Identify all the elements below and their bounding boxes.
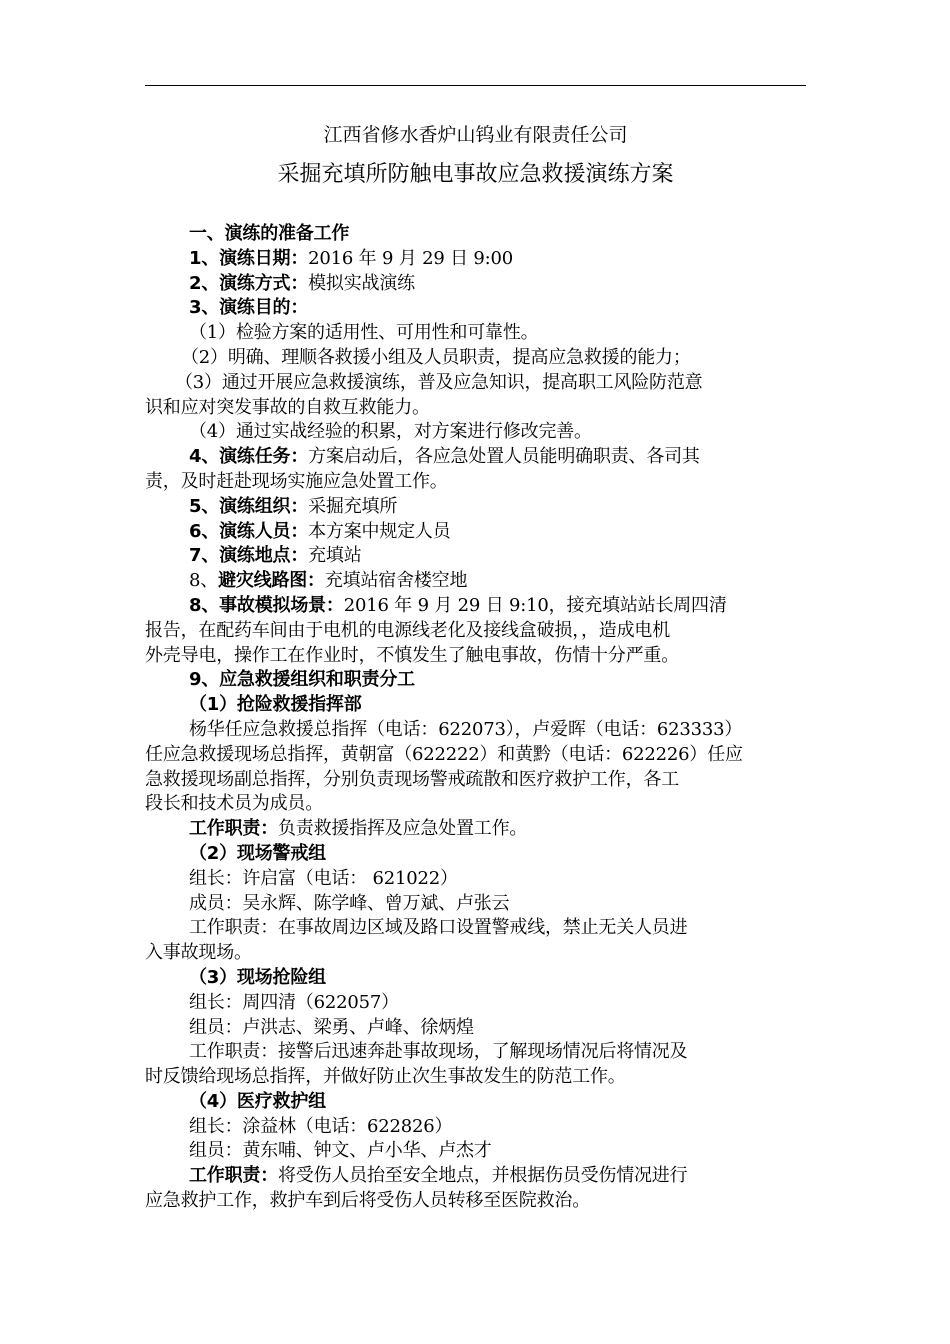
group-2-heading: （2）现场警戒组 xyxy=(189,842,326,864)
group-2-members: 成员：吴永辉、陈学峰、曾万斌、卢张云 xyxy=(189,892,510,914)
accident-scenario-cont-2: 外壳导电，操作工在作业时，不慎发生了触电事故，伤情十分严重。 xyxy=(145,644,679,666)
drill-place: 7、演练地点：充填站 xyxy=(189,545,362,567)
drill-date: 1、演练日期：2016 年 9 月 29 日 9:00 xyxy=(189,247,514,269)
drill-organization: 5、演练组织：采掘充填所 xyxy=(189,495,398,517)
group-3-duty: 工作职责：接警后迅速奔赴事故现场，了解现场情况后将情况及 xyxy=(189,1041,688,1063)
group-4-heading: （4）医疗救护组 xyxy=(189,1090,326,1112)
group-3-leader: 组长：周四清（622057） xyxy=(189,991,399,1013)
group-1-line-1: 杨华任应急救援总指挥（电话：622073），卢爱晖（电话：623333） xyxy=(189,718,743,740)
group-2-duty: 工作职责：在事故周边区域及路口设置警戒线，禁止无关人员进 xyxy=(189,917,688,939)
group-1-duty: 工作职责：负责救援指挥及应急处置工作。 xyxy=(189,818,528,840)
company-name: 江西省修水香炉山钨业有限责任公司 xyxy=(323,124,628,146)
section-9-heading: 9、应急救援组织和职责分工 xyxy=(189,669,415,691)
purpose-item-3b: 识和应对突发事故的自救互救能力。 xyxy=(145,396,430,418)
group-1-heading: （1）抢险救援指挥部 xyxy=(189,694,362,716)
evacuation-route: 8、避灾线路图：充填站宿舍楼空地 xyxy=(189,570,468,592)
accident-scenario-cont-1: 报告，在配药车间由于电机的电源线老化及接线盒破损，，造成电机 xyxy=(145,619,670,641)
group-4-duty: 工作职责：将受伤人员抬至安全地点，并根据伤员受伤情况进行 xyxy=(189,1165,688,1187)
group-1-line-2: 任应急救援现场总指挥，黄朝富（622222）和黄黔（电话：622226）任应 xyxy=(145,743,743,765)
group-2-duty-cont: 入事故现场。 xyxy=(145,942,252,964)
document-title: 采掘充填所防触电事故应急救援演练方案 xyxy=(277,162,674,187)
group-4-leader: 组长：涂益林（电话：622826） xyxy=(189,1115,453,1137)
purpose-item-3a: （3）通过开展应急救援演练，普及应急知识，提高职工风险防范意 xyxy=(175,371,703,393)
purpose-item-2: （2）明确、理顺各救援小组及人员职责，提高应急救援的能力； xyxy=(181,346,691,368)
section-1-heading: 一、演练的准备工作 xyxy=(189,223,350,244)
group-3-members: 组员：卢洪志、梁勇、卢峰、徐炳煌 xyxy=(189,1016,474,1038)
group-2-leader: 组长：许启富（电话： 621022） xyxy=(189,867,458,889)
group-4-members: 组员：黄东哺、钟文、卢小华、卢杰才 xyxy=(189,1140,492,1162)
group-4-duty-cont: 应急救护工作，救护车到后将受伤人员转移至医院救治。 xyxy=(145,1190,590,1212)
drill-staff: 6、演练人员：本方案中规定人员 xyxy=(189,520,451,542)
drill-purpose-heading: 3、演练目的： xyxy=(189,297,309,319)
group-1-line-3: 急救援现场副总指挥，分别负责现场警戒疏散和医疗救护工作，各工 xyxy=(145,768,679,790)
accident-scenario: 8、事故模拟场景：2016 年 9 月 29 日 9:10，接充填站站长周四清 xyxy=(189,594,727,616)
group-1-line-4: 段长和技术员为成员。 xyxy=(145,793,323,815)
group-3-duty-cont: 时反馈给现场总指挥，并做好防止次生事故发生的防范工作。 xyxy=(145,1066,626,1088)
purpose-item-1: （1）检验方案的适用性、可用性和可靠性。 xyxy=(189,322,539,344)
drill-mode: 2、演练方式：模拟实战演练 xyxy=(189,272,415,294)
drill-task: 4、演练任务：方案启动后，各应急处置人员能明确职责、各司其 xyxy=(189,446,700,468)
header-rule xyxy=(145,85,806,86)
document-body xyxy=(145,222,808,1214)
group-3-heading: （3）现场抢险组 xyxy=(189,966,326,988)
drill-task-cont: 责，及时赶赴现场实施应急处置工作。 xyxy=(145,470,448,492)
purpose-item-4: （4）通过实战经验的积累，对方案进行修改完善。 xyxy=(189,421,592,443)
